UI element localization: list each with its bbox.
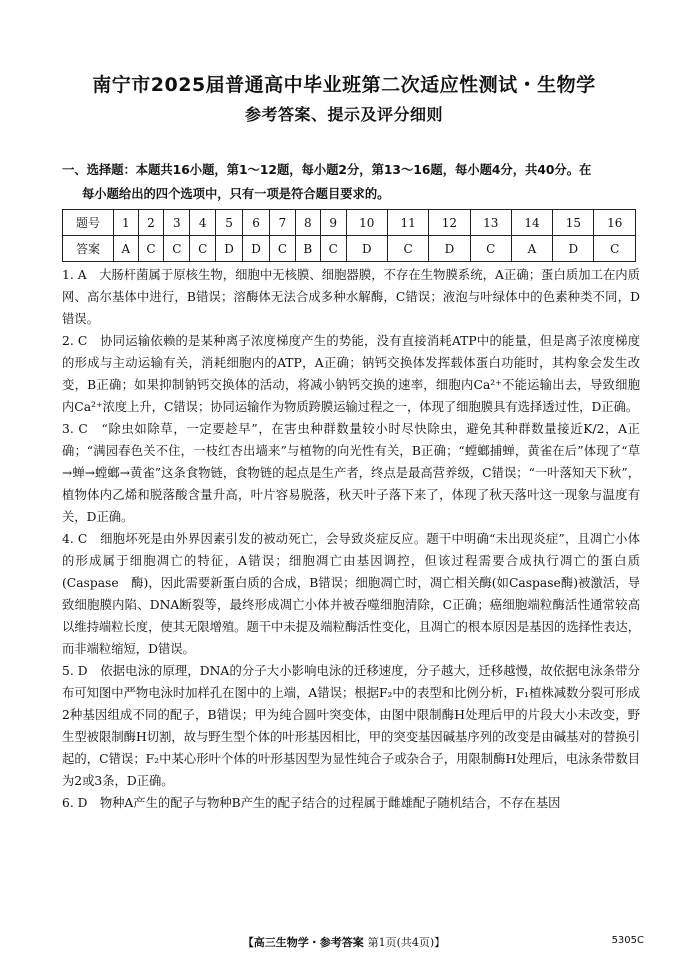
answer-cell: A: [511, 236, 552, 262]
question-number-cell: 2: [138, 210, 164, 236]
explanation-number: 2. C: [62, 334, 88, 348]
document-code: 5305C: [611, 935, 644, 946]
answer-cell: C: [190, 236, 216, 262]
answer-cell: C: [320, 236, 346, 262]
answer-table-answer-row: [63, 236, 636, 262]
question-number-cell: 9: [320, 210, 346, 236]
answer-cell: C: [138, 236, 164, 262]
question-header-cell: 题号: [63, 210, 114, 236]
explanation-number: 4. C: [62, 532, 88, 546]
answer-cell: C: [269, 236, 295, 262]
explanation-number: 1. A: [62, 268, 87, 282]
answer-cell: C: [594, 236, 636, 262]
explanation-text: “除虫如除草，一定要趁早”，在害虫种群数量较小时尽快除虫，避免其种群数量接近K/2，A正确；“满园春色关不住，一枝红杏出墙来”与植物的向光性有关，B正确；“螳螂捕蝉，黄雀在后”体现了“草→蝉→螳螂→黄雀”这条食物链，食物链的起点是生产者，终点是最高营养级，C错误；“一叶落知天下秋”，植物体内乙烯和脱落酸含量升高，叶片容易脱落，秋天叶子落下来了，体现了秋天落叶这一现象与温度有关，D正确。: [62, 422, 640, 524]
answer-cell: D: [553, 236, 594, 262]
answer-cell: D: [346, 236, 387, 262]
section-heading: [62, 158, 644, 206]
answer-table-question-row: [63, 210, 636, 236]
explanation-item: [62, 264, 640, 330]
explanation-text: 大肠杆菌属于原核生物，细胞中无核膜、细胞器膜，不存在生物膜系统，A正确；蛋白质加工在内质网、高尔基体中进行，B错误；溶酶体无法合成多种水解酶，C错误；液泡与叶绿体中的色素种类不同，D错误。: [62, 268, 640, 326]
answer-cell: C: [470, 236, 511, 262]
question-number-cell: 13: [470, 210, 511, 236]
answer-cell: D: [243, 236, 270, 262]
question-number-cell: 5: [216, 210, 243, 236]
answer-cell: B: [295, 236, 320, 262]
explanation-number: 6. D: [62, 796, 88, 810]
explanation-item: [62, 528, 640, 660]
answer-cell: D: [216, 236, 243, 262]
explanation-item: [62, 792, 640, 814]
explanation-text: 依据电泳的原理，DNA的分子大小影响电泳的迁移速度，分子越大，迁移越慢，故依据电泳条带分布可知图中严物电泳时加样孔在图中的上端，A错误；根据F₂中的表型和比例分析，F₁植株减数分裂可形成2种基因组成不同的配子，B错误；甲为纯合圆叶突变体，由图中限制酶H处理后甲的片段大小未改变，野生型被限制酶H切割，故与野生型个体的叶形基因相比，甲的突变基因碱基序列的改变是由碱基对的替换引起的，C错误；F₂中某心形叶个体的叶形基因型为显性纯合子或杂合子，用限制酶H处理后，电泳条带数目为2或3条，D正确。: [62, 664, 640, 788]
footer-page-number: 第1页(共4页)】: [367, 936, 446, 949]
explanation-number: 3. C: [62, 422, 88, 436]
answer-table: [62, 209, 636, 262]
question-number-cell: 1: [114, 210, 139, 236]
explanation-text: 细胞坏死是由外界因素引发的被动死亡，会导致炎症反应。题干中明确“未出现炎症”，且凋亡小体的形成属于细胞凋亡的特征，A错误；细胞凋亡由基因调控，但该过程需要合成执行凋亡的蛋白质(Caspase 酶)，因此需要新蛋白质的合成，B错误；细胞凋亡时，凋亡相关酶(如Caspase酶)被激活，导致细胞膜内陷、DNA断裂等，最终形成凋亡小体并被吞噬细胞清除，C正确；癌细胞端粒酶活性通常较高以维持端粒长度，使其无限增殖。题干中未提及端粒酶活性变化，且凋亡的根本原因是基因的选择性表达，而非端粒缩短，D错误。: [62, 532, 640, 656]
explanation-item: [62, 660, 640, 792]
answer-header-cell: 答案: [63, 236, 114, 262]
question-number-cell: 8: [295, 210, 320, 236]
explanation-item: [62, 418, 640, 528]
question-number-cell: 4: [190, 210, 216, 236]
question-number-cell: 15: [553, 210, 594, 236]
question-number-cell: 3: [164, 210, 190, 236]
explanation-item: [62, 330, 640, 418]
answer-cell: D: [429, 236, 470, 262]
question-number-cell: 7: [269, 210, 295, 236]
section-heading-line1: 一、选择题：本题共16小题，第1～12题，每小题2分，第13～16题，每小题4分，共40分。在: [62, 163, 592, 177]
page-subtitle: 参考答案、提示及评分细则: [244, 105, 443, 124]
explanation-list: [62, 264, 640, 814]
page-title: 南宁市2025届普通高中毕业班第二次适应性测试・生物学: [92, 74, 596, 96]
answer-cell: C: [164, 236, 190, 262]
explanation-text: 物种A产生的配子与物种B产生的配子结合的过程属于雌雄配子随机结合，不存在基因: [99, 796, 561, 810]
question-number-cell: 6: [243, 210, 270, 236]
page-footer: [0, 934, 688, 950]
footer-label: 【高三生物学・参考答案: [242, 936, 364, 949]
explanation-text: 协同运输依赖的是某种离子浓度梯度产生的势能，没有直接消耗ATP中的能量，但是离子浓度梯度的形成与主动运输有关，消耗细胞内的ATP，A正确；钠钙交换体发挥载体蛋白功能时，其构象会发生改变，B正确；如果抑制钠钙交换体的活动，将减小钠钙交换的速率，细胞内Ca²⁺不能运输出去，导致细胞内Ca²⁺浓度上升，C错误；协同运输作为物质跨膜运输过程之一，体现了细胞膜具有选择透过性，D正确。: [62, 334, 640, 414]
question-number-cell: 16: [594, 210, 636, 236]
section-heading-line2: 每小题给出的四个选项中，只有一项是符合题目要求的。: [82, 187, 390, 201]
answer-cell: C: [387, 236, 428, 262]
question-number-cell: 11: [387, 210, 428, 236]
question-number-cell: 10: [346, 210, 387, 236]
answer-cell: A: [114, 236, 139, 262]
explanation-number: 5. D: [62, 664, 88, 678]
question-number-cell: 14: [511, 210, 552, 236]
question-number-cell: 12: [429, 210, 470, 236]
